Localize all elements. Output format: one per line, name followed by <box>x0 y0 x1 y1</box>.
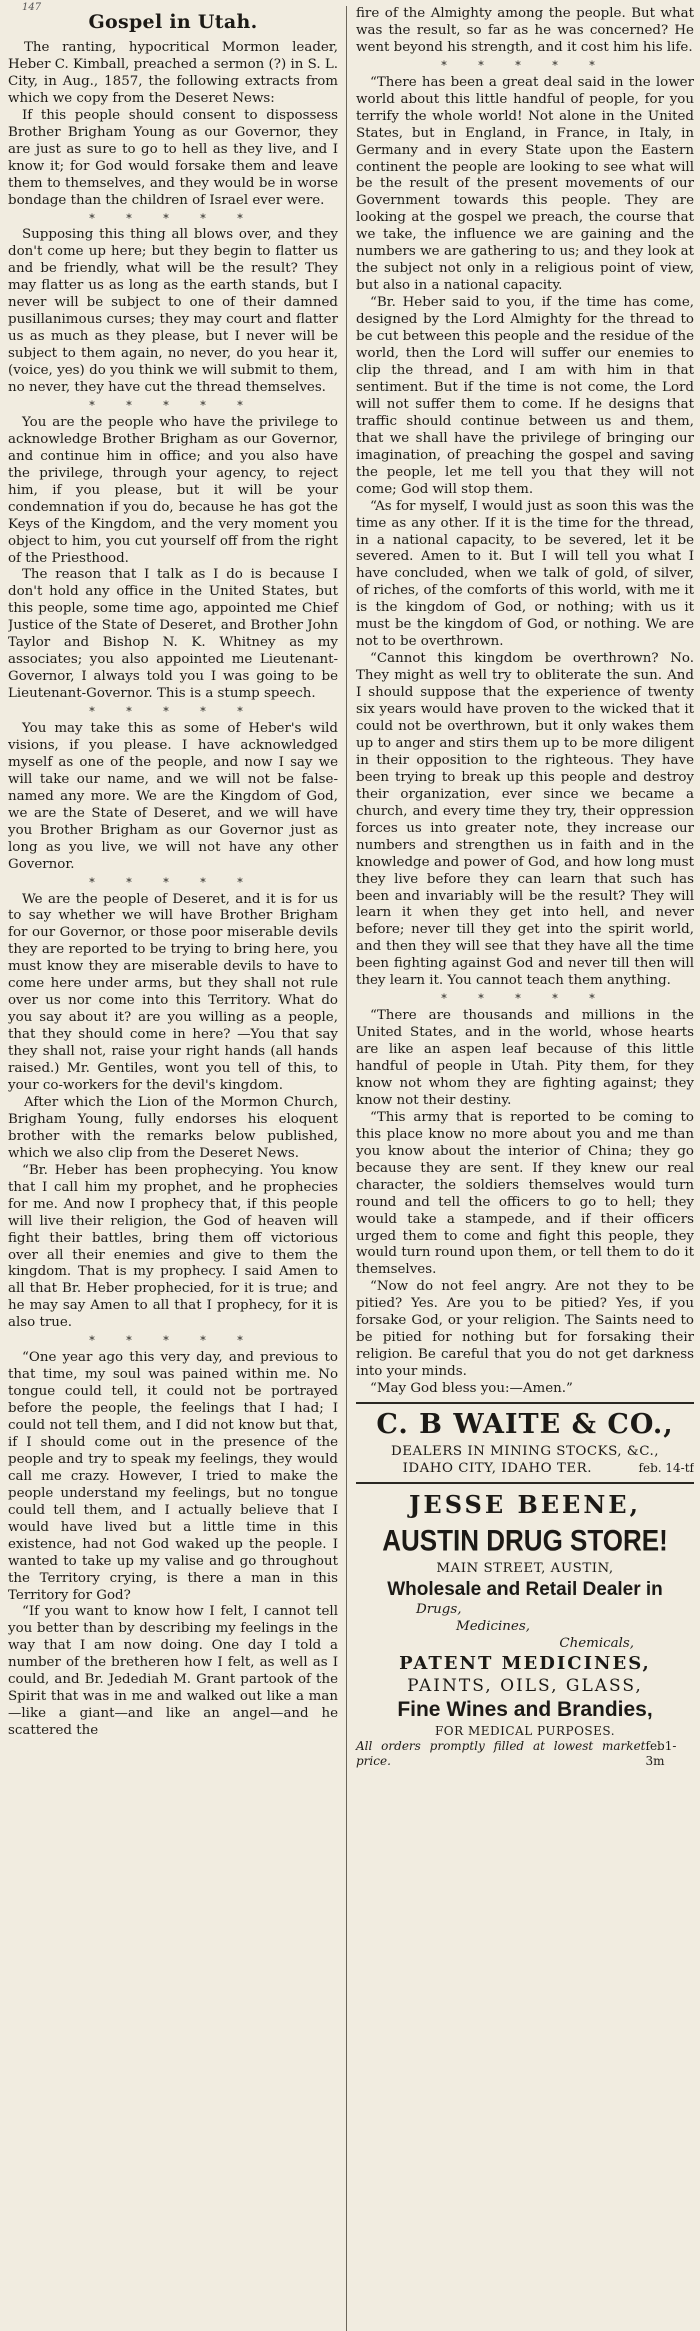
quoted-paragraph: “May God bless you:—Amen.” <box>370 1381 573 1397</box>
ad-waite-row <box>356 1461 694 1478</box>
ad-divider <box>356 1482 694 1484</box>
quoted-paragraph: “As for myself, I would just as soon this was the time as any other. If it is the time for the thread, in a national capacity, to be severed, let it be severed. Amen to it. But I will tell you what I have concluded, when we talk of gold, of silver, of riches, of the comforts of this world, with me it is the kingdom of God, or nothing; with us it must be the kingdom of God, or nothing. We are not to be overthrown. <box>356 498 694 650</box>
page-mark: 147 <box>22 2 42 13</box>
quoted-paragraph: The reason that I talk as I do is because I don't hold any office in the United States, but this people, some time ago, appointed me Chief Justice of the State of Deseret, and Brother John Taylor and Bishop N. K. Whitney as my associates; you also appointed me Lieutenant-Governor, I always told you I was going to be Lieutenant-Governor. This is a stump speech. <box>8 567 338 702</box>
ad-beene-paints: PAINTS, OILS, GLASS, <box>407 1675 643 1696</box>
ad-beene-date: feb1-3m <box>645 1739 677 1769</box>
right-column-body <box>356 6 694 1398</box>
quoted-paragraph: You are the people who have the privilege to acknowledge Brother Brigham as our Governor, and continue him in office; and you also have the privilege, through your agency, to reject him, if you please, but it will be your condemnation if you do, because he has got the Keys of the Kingdom, and the very moment you object to him, you cut yourself off from the right of the Priesthood. <box>8 414 338 566</box>
article-title: Gospel in Utah. <box>88 11 258 33</box>
ad-divider <box>356 1402 694 1404</box>
quoted-paragraph: We are the people of Deseret, and it is for us to say whether we will have Brother Brigham for our Governor, or those poor miserable devils they are reported to be trying to bring here, you must know they are miserable devils to have to come here under arms, but they shall not rule over us nor come into this Territory. What do you say about it? are you willing as a people, that they should come in here? —You that say they shall not, raise your right hands (all hands raised.) Mr. Gentiles, wont you tell of this, to your co-workers for the devil's kingdom. <box>8 891 338 1093</box>
quoted-paragraph: You may take this as some of Heber's wild visions, if you please. I have acknowledged myself as one of the people, and now I say we will take our name, and we will not be false-named any more. We are the Kingdom of God, we are the State of Deseret, and we will have you Brother Brigham as our Governor just as long as you live, we will not have any other Governor. <box>8 721 338 872</box>
ad-beene-chemicals: Chemicals, <box>559 1636 634 1652</box>
ad-beene-patent: PATENT MEDICINES, <box>399 1653 651 1675</box>
section-separator: * * * * * <box>441 58 609 72</box>
ad-waite <box>356 1408 694 1478</box>
quoted-paragraph: “Br. Heber has been prophecying. You know that I call him my prophet, and he prophecies for me. And now I prophecy that, if this people will live their religion, the God of heaven will fight their battles, bring them off victorious over all their enemies and give to them the kingdom. That is my prophecy. I said Amen to all that Br. Heber prophecied, for it is true; and he may say Amen to all that I prophecy, for it is also true. <box>8 1162 338 1331</box>
right-column <box>347 6 694 2331</box>
ad-beene-street: MAIN STREET, AUSTIN, <box>436 1561 614 1577</box>
ad-beene-wholesale: Wholesale and Retail Dealer in <box>387 1579 663 1601</box>
quoted-paragraph: “There are thousands and millions in the United States, and in the world, whose hearts are like an aspen leaf because of this little handful of people in Utah. Pity them, for they know not whom they are fighting against; they know not their destiny. <box>356 1008 694 1108</box>
left-column-body <box>8 40 338 1740</box>
ad-beene-orders: All orders promptly filled at lowest market price. <box>356 1739 646 1769</box>
quoted-paragraph: “Cannot this kingdom be overthrown? No. They might as well try to obliterate the sun. And I should suppose that the experience of twenty six years would have proven to the wicked that it could not be overthrown, but it only wakes them up to anger and stirs them up to be more diligent in their opposition to the righteous. They have been trying to break up this people and destroy their organization, ever since we became a church, and every time they try, their oppression forces us into greater note, they increase our numbers and strengthen us in faith and in the knowledge and power of God, and how long must they live before they can learn that such has been and invariably will be the result? They will learn it when they get into hell, and never before; never till they get into the spirit world, and then they will see that they have all the time been fighting against God and never till then will they learn it. You cannot teach them anything. <box>356 651 694 989</box>
quoted-paragraph: “Now do not feel angry. Are not they to be pitied? Yes. Are you to be pitied? Yes, if you forsake God, or your religion. The Saints need to be pitied for nothing but for forsaking their religion. Be careful that you do not get darkness into your minds. <box>356 1279 694 1380</box>
paragraph: The ranting, hypocritical Mormon leader, Heber C. Kimball, preached a sermon (?) in S. L. City, in Aug., 1857, the following extracts from which we copy from the Deseret News: <box>8 40 338 106</box>
ad-waite-line1: DEALERS IN MINING STOCKS, &C., <box>390 1444 660 1460</box>
ad-beene-row <box>356 1739 694 1769</box>
section-separator: * * * * * <box>441 992 609 1006</box>
section-separator: * * * * * <box>89 211 257 225</box>
ad-beene-name: JESSE BEENE, <box>409 1490 641 1520</box>
quoted-paragraph: “If you want to know how I felt, I cannot tell you better than by describing my feelings in the way that I am now doing. One day I told a number of the bretheren how I felt, as well as I could, and Br. Jedediah M. Grant partook of the Spirit that was in me and walked out like a man—like a giant—and like an angel—and he scattered the <box>8 1604 338 1739</box>
paragraph: fire of the Almighty among the people. But what was the result, so far as he was concerned? He went beyond his strength, and it cost him his life. <box>356 6 694 55</box>
quoted-paragraph: “This army that is reported to be coming to this place know no more about you and me than you know about the interior of China; they go because they are sent. If they knew our real character, the soldiers themselves would turn round and tell the officers to go to hell; they would take a stampede, and if their officers urged them to come and fight this people, they would turn round upon them, or tell them to do it themselves. <box>356 1109 694 1278</box>
quoted-paragraph: “Br. Heber said to you, if the time has come, designed by the Lord Almighty for the thread to be cut between this people and the residue of the world, then the Lord will suffer our enemies to clip the thread, and I am with him in that sentiment. But if the time is not come, the Lord will not suffer them to come. If he designs that traffic should continue between us and them, that we shall have the privilege of bringing our imagination, of preaching the gospel and saving the people, let me tell you that they will not come; God will stop them. <box>356 295 694 497</box>
ad-waite-name: C. B WAITE & CO., <box>376 1409 674 1441</box>
ad-beene-drugs: Drugs, <box>416 1602 462 1618</box>
ad-beene-store: AUSTIN DRUG STORE! <box>382 1523 668 1558</box>
quoted-paragraph: “One year ago this very day, and previous to that time, my soul was pained within me. No tongue could tell, it could not be portrayed before the people, the feelings that I had; I could not tell them, and I did not know but that, if I should come out in the presence of the people and try to speak my feelings, they would call me crazy. However, I tried to make the people understand my feelings, but no tongue could tell them, and I actually believe that I would have lived but a little time in this existence, had not God waked up the people. I wanted to take up my valise and go throughout the Territory crying, is there a man in this Territory for God? <box>8 1350 338 1603</box>
paragraph: After which the Lion of the Mormon Church, Brigham Young, fully endorses his eloquent brother with the remarks below published, which we also clip from the Deseret News. <box>8 1094 338 1161</box>
ad-beene <box>356 1490 694 1769</box>
ad-waite-line2: IDAHO CITY, IDAHO TER. <box>402 1461 592 1477</box>
section-separator: * * * * * <box>89 705 257 719</box>
section-separator: * * * * * <box>89 875 257 889</box>
section-separator: * * * * * <box>89 399 257 412</box>
ad-beene-medicines: Medicines, <box>456 1619 530 1635</box>
quoted-paragraph: Supposing this thing all blows over, and they don't come up here; but they begin to flatter us and be friendly, what will be the result? They may flatter us as long as the earth stands, but I never will be subject to one of their damned pusillanimous curses; they may court and flatter us as much as they please, but I never will be subject to them again, no never, do you hear it, (voice, yes) do you think we will submit to them, no never, they have cut the thread themselves. <box>8 227 338 396</box>
quoted-paragraph: “There has been a great deal said in the lower world about this little handful of people, for you terrify the whole world! Not alone in the United States, but in England, in France, in Italy, in Germany and in every State upon the Eastern continent the people are looking to see what will be the result of the present movements of our Government towards this people. They are looking at the gospel we preach, the course that we take, the influence we are gaining and the numbers we are gathering to us; and they look at the subject not only in a religious point of view, but also in a national capacity. <box>356 74 694 294</box>
quoted-paragraph: If this people should consent to dispossess Brother Brigham Young as our Governor, they are just as sure to go to hell as they live, and I know it; for God would forsake them and leave them to themselves, and they would be in worse bondage than the children of Israel ever were. <box>8 107 338 208</box>
section-separator: * * * * * <box>89 1334 257 1348</box>
left-column <box>8 6 347 2331</box>
ad-waite-date: feb. 14-tf <box>638 1461 694 1476</box>
ad-beene-wines: Fine Wines and Brandies, <box>397 1698 653 1722</box>
ad-beene-medical: FOR MEDICAL PURPOSES. <box>434 1724 616 1739</box>
